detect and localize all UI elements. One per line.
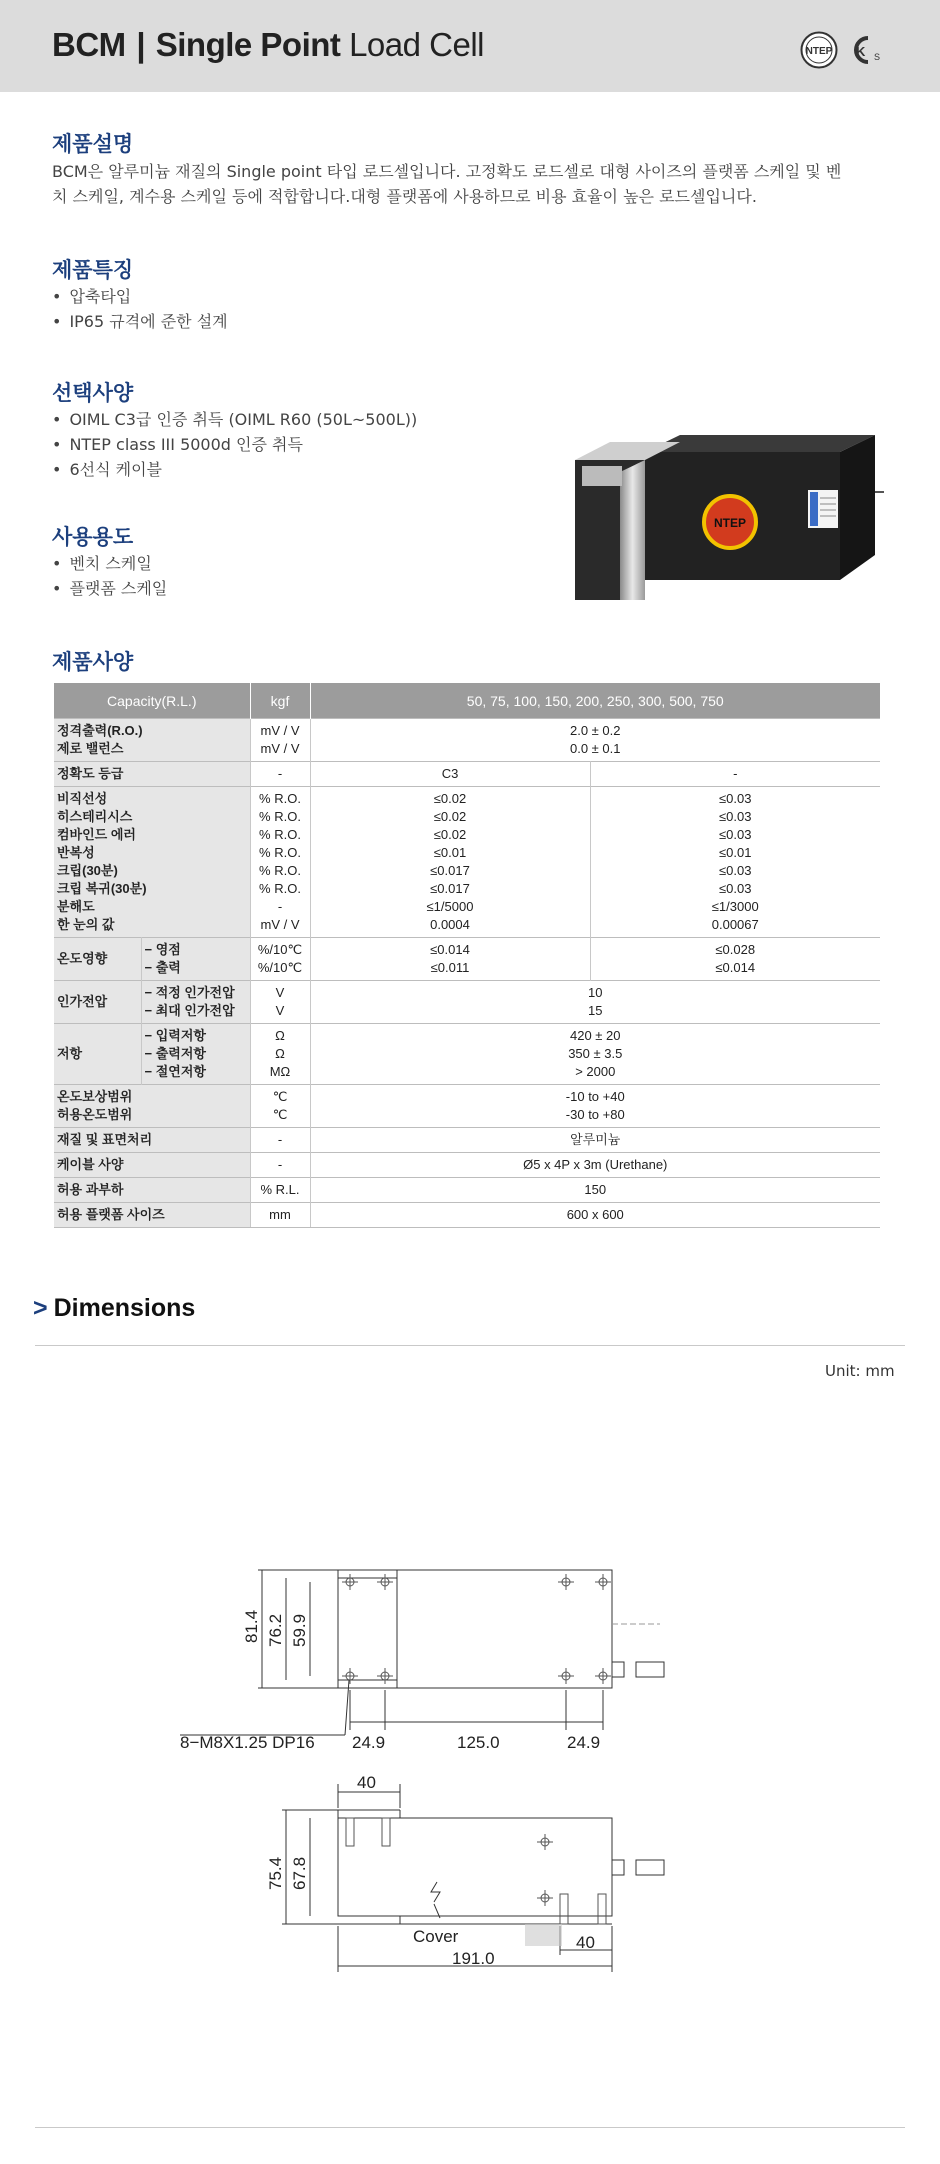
- hole-spec-label: 8−M8X1.25 DP16: [180, 1733, 315, 1752]
- row-units: mV / V mV / V: [250, 719, 310, 762]
- unit-label: Unit: mm: [825, 1362, 895, 1380]
- row-group-label: 온도영향: [54, 938, 141, 981]
- row-value: 알루미늄: [310, 1128, 880, 1153]
- list-item: • NTEP class III 5000d 인증 취득: [52, 432, 417, 457]
- row-value: 10 15: [310, 981, 880, 1024]
- row-units: % R.L.: [250, 1178, 310, 1203]
- table-row: [54, 1153, 880, 1178]
- table-row: [54, 1178, 880, 1203]
- options-list: [52, 407, 417, 482]
- ntep-badge-text: NTEP: [805, 46, 833, 57]
- load-cell-photo: [570, 430, 885, 605]
- row-units: -: [250, 1128, 310, 1153]
- table-row: [54, 981, 880, 1024]
- section-heading-spec: 제품사양: [52, 650, 134, 674]
- row-group-label: 인가전압: [54, 981, 141, 1024]
- row-sub-labels: − 영점 − 출력: [141, 938, 250, 981]
- list-item: • 6선식 케이블: [52, 457, 417, 482]
- divider: [35, 1345, 905, 1346]
- row-value: 150: [310, 1178, 880, 1203]
- list-item: • IP65 규격에 준한 설계: [52, 309, 228, 334]
- dim-67-8: 67.8: [290, 1856, 309, 1890]
- header-bar: [0, 0, 940, 92]
- kc-badge-sub: S: [874, 52, 881, 62]
- row-units: -: [250, 762, 310, 787]
- dim-125: 125.0: [457, 1733, 500, 1752]
- row-value-c3: ≤0.02 ≤0.02 ≤0.02 ≤0.01 ≤0.017 ≤0.017 ≤1/5000 0.0004: [310, 787, 590, 938]
- features-list: [52, 284, 228, 334]
- dim-40-bottom: 40: [576, 1933, 595, 1952]
- row-labels: 허용 과부하: [54, 1178, 250, 1203]
- model-name: BCM: [52, 26, 126, 63]
- row-value-other: -: [590, 762, 880, 787]
- row-labels: 케이블 사양: [54, 1153, 250, 1178]
- product-name-light: Load Cell: [349, 26, 485, 63]
- row-group-label: 저항: [54, 1024, 141, 1085]
- row-value: 2.0 ± 0.2 0.0 ± 0.1: [310, 719, 880, 762]
- section-heading-description: 제품설명: [52, 132, 134, 156]
- dim-24-9-right: 24.9: [567, 1733, 601, 1752]
- kc-icon: [848, 33, 882, 67]
- description-text: BCM은 알루미늄 재질의 Single point 타입 로드셀입니다. 고정확도 로드셀로 대형 사이즈의 플랫폼 스케일 및 벤치 스케일, 계수용 스케일 등에 적합합니다.대형 플랫폼에 사용하므로 비용 효율이 높은 로드셀입니다.: [52, 162, 842, 206]
- dim-59-9: 59.9: [290, 1613, 309, 1647]
- dim-75-4: 75.4: [266, 1856, 285, 1890]
- row-value-c3: ≤0.014 ≤0.011: [310, 938, 590, 981]
- table-header-unit: kgf: [250, 683, 310, 719]
- table-row: [54, 762, 880, 787]
- spec-table: [54, 683, 880, 1228]
- page-title: [52, 26, 484, 64]
- photo-ntep-label: NTEP: [713, 516, 747, 530]
- product-name-bold: Single Point: [155, 26, 341, 63]
- row-value-c3: C3: [310, 762, 590, 787]
- row-labels: 정격출력(R.O.) 제로 밸런스: [54, 719, 250, 762]
- section-heading-features: 제품특징: [52, 258, 134, 282]
- row-value-other: ≤0.03 ≤0.03 ≤0.03 ≤0.01 ≤0.03 ≤0.03 ≤1/3000 0.00067: [590, 787, 880, 938]
- row-value: 420 ± 20 350 ± 3.5 > 2000: [310, 1024, 880, 1085]
- row-value: 600 x 600: [310, 1203, 880, 1228]
- row-labels: 재질 및 표면처리: [54, 1128, 250, 1153]
- section-heading-options: 선택사양: [52, 381, 134, 405]
- kc-badge-text: K: [856, 44, 866, 59]
- row-units: V V: [250, 981, 310, 1024]
- table-header-capacity: Capacity(R.L.): [54, 683, 250, 719]
- list-item: • OIML C3급 인증 취득 (OIML R60 (50L~500L)): [52, 407, 417, 432]
- row-units: %/10℃ %/10℃: [250, 938, 310, 981]
- dim-24-9-left: 24.9: [352, 1733, 386, 1752]
- cover-label: Cover: [413, 1927, 459, 1946]
- list-item: • 플랫폼 스케일: [52, 576, 167, 601]
- row-labels: 온도보상범위 허용온도범위: [54, 1085, 250, 1128]
- list-item: • 압축타입: [52, 284, 228, 309]
- row-labels: 정확도 등급: [54, 762, 250, 787]
- section-heading-usage: 사용용도: [52, 525, 134, 549]
- row-units: -: [250, 1153, 310, 1178]
- dim-40-top: 40: [357, 1773, 376, 1792]
- dimensions-title: Dimensions: [53, 1294, 196, 1322]
- row-labels: 비직선성 히스테리시스 컴바인드 에러 반복성 크립(30분) 크립 복귀(30분) 분해도 한 눈의 값: [54, 787, 250, 938]
- table-row: [54, 719, 880, 762]
- dimension-drawing: [0, 1540, 940, 1980]
- list-item: • 벤치 스케일: [52, 551, 167, 576]
- title-separator: |: [136, 26, 146, 63]
- table-row: [54, 787, 880, 938]
- dim-191: 191.0: [452, 1949, 495, 1968]
- row-units: % R.O. % R.O. % R.O. % R.O. % R.O. % R.O. - mV / V: [250, 787, 310, 938]
- row-sub-labels: − 적정 인가전압 − 최대 인가전압: [141, 981, 250, 1024]
- dimensions-heading: [33, 1294, 195, 1323]
- row-units: Ω Ω MΩ: [250, 1024, 310, 1085]
- chevron-right-icon: >: [33, 1294, 48, 1322]
- row-value: -10 to +40 -30 to +80: [310, 1085, 880, 1128]
- dim-81-4: 81.4: [242, 1609, 261, 1643]
- row-value: Ø5 x 4P x 3m (Urethane): [310, 1153, 880, 1178]
- table-row: [54, 1024, 880, 1085]
- table-header-values: 50, 75, 100, 150, 200, 250, 300, 500, 750: [310, 683, 880, 719]
- ntep-icon: [800, 31, 838, 69]
- table-row: [54, 1203, 880, 1228]
- row-units: mm: [250, 1203, 310, 1228]
- row-labels: 허용 플랫폼 사이즈: [54, 1203, 250, 1228]
- table-row: [54, 1128, 880, 1153]
- table-header-row: [54, 683, 880, 719]
- usage-list: [52, 551, 167, 601]
- table-row: [54, 1085, 880, 1128]
- divider: [35, 2127, 905, 2128]
- row-value-other: ≤0.028 ≤0.014: [590, 938, 880, 981]
- row-sub-labels: − 입력저항 − 출력저항 − 절연저항: [141, 1024, 250, 1085]
- table-row: [54, 938, 880, 981]
- dim-76-2: 76.2: [266, 1613, 285, 1647]
- row-units: ℃ ℃: [250, 1085, 310, 1128]
